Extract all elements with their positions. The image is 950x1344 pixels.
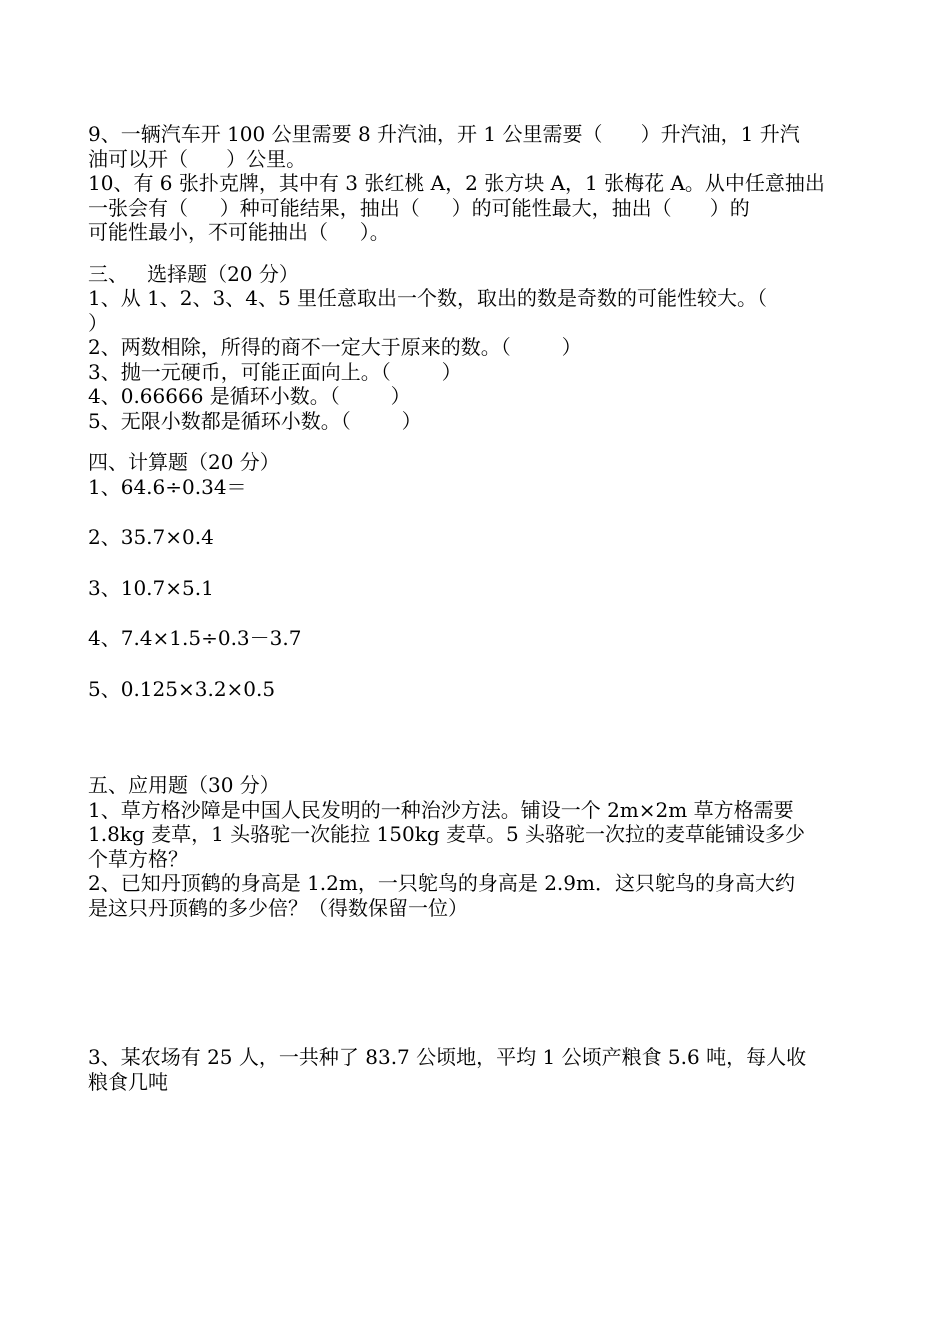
application-q2-line-1: 2、已知丹顶鹤的身高是 1.2m，一只鸵鸟的身高是 2.9m．这只鸵鸟的身高大约 xyxy=(88,871,795,895)
application-q1-line-3: 个草方格？ xyxy=(88,846,188,871)
worksheet-page xyxy=(88,122,863,1094)
spacer xyxy=(88,245,863,262)
calc-item-2: 2、35.7×0.4 xyxy=(88,525,214,549)
section-4-title: 四、计算题（20 分） xyxy=(88,450,280,474)
application-q1-line-2: 1.8kg 麦草，1 头骆驼一次能拉 150kg 麦草。5 头骆驼一次拉的麦草能铺设多少 xyxy=(88,822,806,846)
application-q3-line-1: 3、某农场有 25 人，一共种了 83.7 公顷地，平均 1 公顷产粮食 5.6 吨，每人收 xyxy=(88,1045,807,1069)
section-3-title: 三、 选择题（20 分） xyxy=(88,261,299,286)
spacer xyxy=(88,550,863,576)
calc-item-4: 4、7.4×1.5÷0.3－3.7 xyxy=(88,626,302,650)
spacer xyxy=(88,920,863,1045)
question-10-line-3: 可能性最小，不可能抽出（ ）。 xyxy=(88,220,390,244)
spacer xyxy=(88,701,863,773)
choice-item-3: 3、抛一元硬币，可能正面向上。（ ） xyxy=(88,359,462,384)
question-9-line-1: 9、一辆汽车开 100 公里需要 8 升汽油，开 1 公里需要（ ）升汽油，1 升汽 xyxy=(88,122,800,146)
spacer xyxy=(88,433,863,450)
spacer xyxy=(88,499,863,525)
choice-item-2: 2、两数相除，所得的商不一定大于原来的数。（ ） xyxy=(88,335,582,359)
section-5-title: 五、应用题（30 分） xyxy=(88,773,280,797)
choice-item-4: 4、0.66666 是循环小数。（ ） xyxy=(88,384,411,408)
spacer xyxy=(88,651,863,677)
application-q3-line-2: 粮食几吨 xyxy=(88,1069,168,1094)
question-10-line-2: 一张会有（ ）种可能结果，抽出（ ）的可能性最大，抽出（ ）的 xyxy=(88,195,750,220)
application-q2-line-2: 是这只丹顶鹤的多少倍？（得数保留一位） xyxy=(88,895,468,920)
question-10-line-1: 10、有 6 张扑克牌，其中有 3 张红桃 A，2 张方块 A，1 张梅花 A。从中任意抽出 xyxy=(88,171,825,195)
choice-item-5: 5、无限小数都是循环小数。（ ） xyxy=(88,408,422,433)
choice-item-1-cont: ） xyxy=(88,310,108,335)
calc-item-3: 3、10.7×5.1 xyxy=(88,575,214,600)
choice-item-1: 1、从 1、2、3、4、5 里任意取出一个数，取出的数是奇数的可能性较大。（ xyxy=(88,286,768,310)
calc-item-1: 1、64.6÷0.34＝ xyxy=(88,474,247,499)
application-q1-line-1: 1、草方格沙障是中国人民发明的一种治沙方法。铺设一个 2m×2m 草方格需要 xyxy=(88,797,794,822)
spacer xyxy=(88,600,863,626)
question-9-line-2: 油可以开（ ）公里。 xyxy=(88,146,307,171)
calc-item-5: 5、0.125×3.2×0.5 xyxy=(88,676,276,701)
